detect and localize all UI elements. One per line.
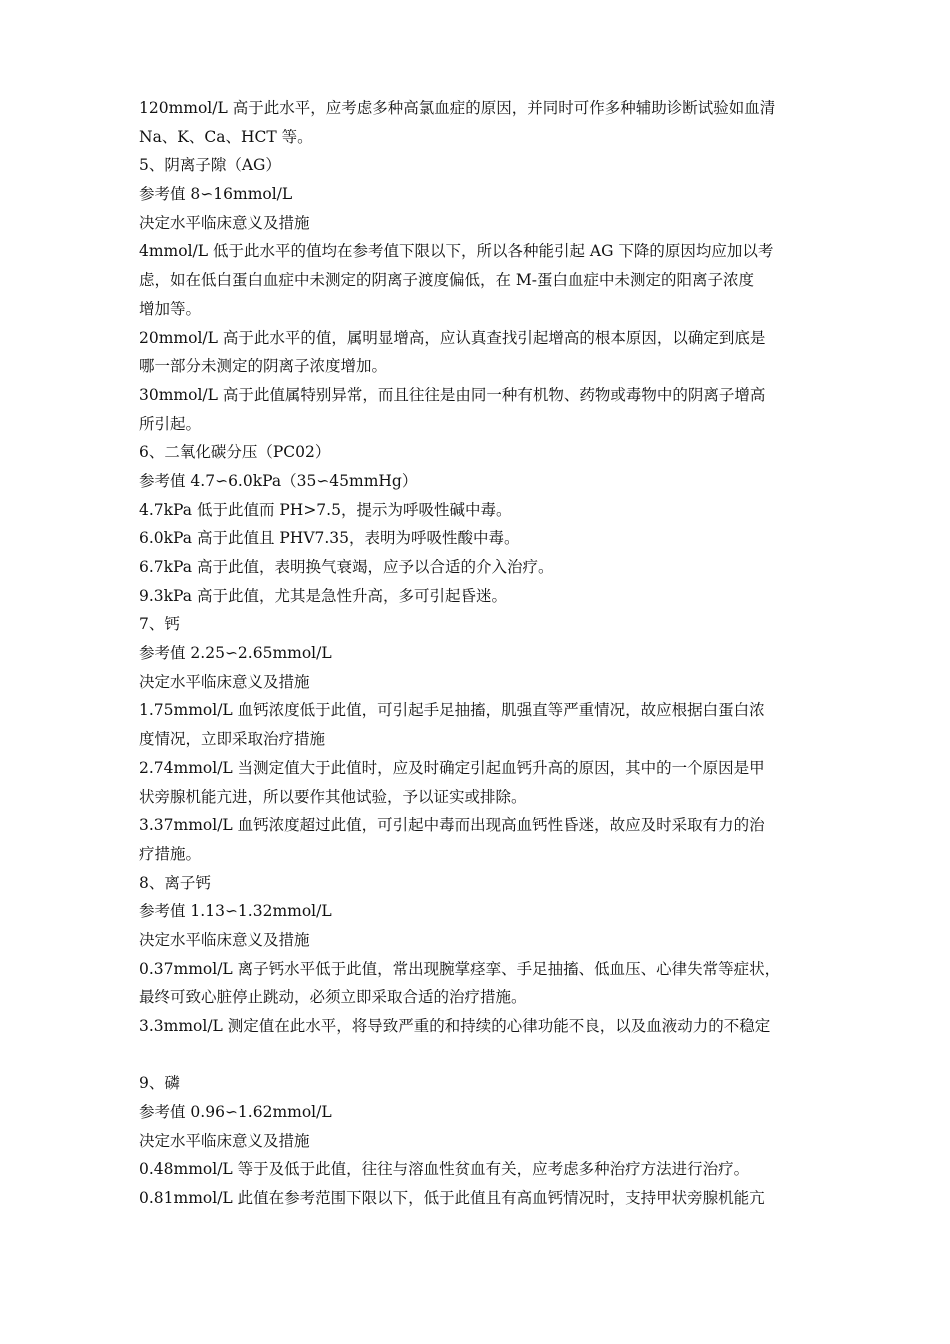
text-line: 所引起。	[139, 414, 202, 433]
subheading: 决定水平临床意义及措施	[139, 672, 310, 691]
reference-value: 参考值 2.25∽2.65mmol/L	[139, 644, 332, 663]
text-line: 状旁腺机能亢进，所以要作其他试验，予以证实或排除。	[139, 787, 527, 806]
text-line: 0.81mmol/L 此值在参考范围下限以下，低于此值且有高血钙情况时，支持甲状旁腺机能亢	[139, 1189, 765, 1208]
text-line: 3.37mmol/L 血钙浓度超过此值，可引起中毒而出现高血钙性昏迷，故应及时采取有力的治	[139, 816, 765, 835]
text-line: 120mmol/L 高于此水平，应考虑多种高氯血症的原因，并同时可作多种辅助诊断试验如血清	[139, 99, 776, 117]
text-line: Na、K、Ca、HCT 等。	[139, 127, 313, 146]
subheading: 决定水平临床意义及措施	[139, 1131, 310, 1150]
text-line: 0.48mmol/L 等于及低于此值，往往与溶血性贫血有关，应考虑多种治疗方法进行治疗。	[139, 1160, 750, 1179]
reference-value: 参考值 8∽16mmol/L	[139, 185, 293, 204]
reference-value: 参考值 0.96∽1.62mmol/L	[139, 1103, 332, 1122]
subheading: 决定水平临床意义及措施	[139, 930, 310, 949]
section-heading: 7、钙	[139, 615, 180, 634]
text-line: 虑，如在低白蛋白血症中未测定的阴离子渡度偏低，在 M-蛋白血症中未测定的阳离子浓度	[139, 271, 755, 290]
text-line: 6.0kPa 高于此值且 PHV7.35，表明为呼吸性酸中毒。	[139, 529, 520, 548]
text-line: 4mmol/L 低于此水平的值均在参考值下限以下，所以各种能引起 AG 下降的原因均应加以考	[139, 242, 774, 261]
text-line: 疗措施。	[139, 844, 202, 863]
section-heading: 9、磷	[139, 1074, 180, 1093]
text-line: 30mmol/L 高于此值属特别异常，而且往往是由同一种有机物、药物或毒物中的阴离子增高	[139, 385, 766, 404]
text-line: 4.7kPa 低于此值而 PH>7.5，提示为呼吸性碱中毒。	[139, 500, 512, 519]
section-heading: 8、离子钙	[139, 873, 211, 892]
text-line: 2.74mmol/L 当测定值大于此值时，应及时确定引起血钙升高的原因，其中的一个原因是甲	[139, 758, 765, 777]
text-line: 6.7kPa 高于此值，表明换气衰竭，应予以合适的介入治疗。	[139, 558, 554, 576]
document-body	[139, 94, 819, 1213]
blank-line	[139, 1041, 819, 1070]
text-line: 增加等。	[139, 299, 202, 318]
reference-value: 参考值 1.13∽1.32mmol/L	[139, 902, 332, 921]
text-line: 1.75mmol/L 血钙浓度低于此值，可引起手足抽搐，肌强直等严重情况，故应根据白蛋白浓	[139, 701, 765, 720]
text-line: 3.3mmol/L 测定值在此水平，将导致严重的和持续的心律功能不良，以及血液动力的不稳定	[139, 1017, 771, 1035]
text-line: 最终可致心脏停止跳动，必须立即采取合适的治疗措施。	[139, 988, 527, 1007]
text-line: 9.3kPa 高于此值，尤其是急性升高，多可引起昏迷。	[139, 586, 507, 605]
text-line: 度情况，立即采取治疗措施	[139, 730, 326, 749]
text-line: 20mmol/L 高于此水平的值，属明显增高，应认真查找引起增高的根本原因，以确定到底是	[139, 328, 766, 347]
text-line: 0.37mmol/L 离子钙水平低于此值，常出现腕掌痉挛、手足抽搐、低血压、心律失常等症状，	[139, 959, 781, 978]
section-heading: 5、阴离子隙（AG）	[139, 156, 281, 175]
reference-value: 参考值 4.7∽6.0kPa（35∽45mmHg）	[139, 471, 418, 490]
text-line: 哪一部分未测定的阴离子浓度增加。	[139, 357, 388, 376]
subheading: 决定水平临床意义及措施	[139, 213, 310, 232]
section-heading: 6、二氧化碳分压（PC02）	[139, 443, 331, 462]
